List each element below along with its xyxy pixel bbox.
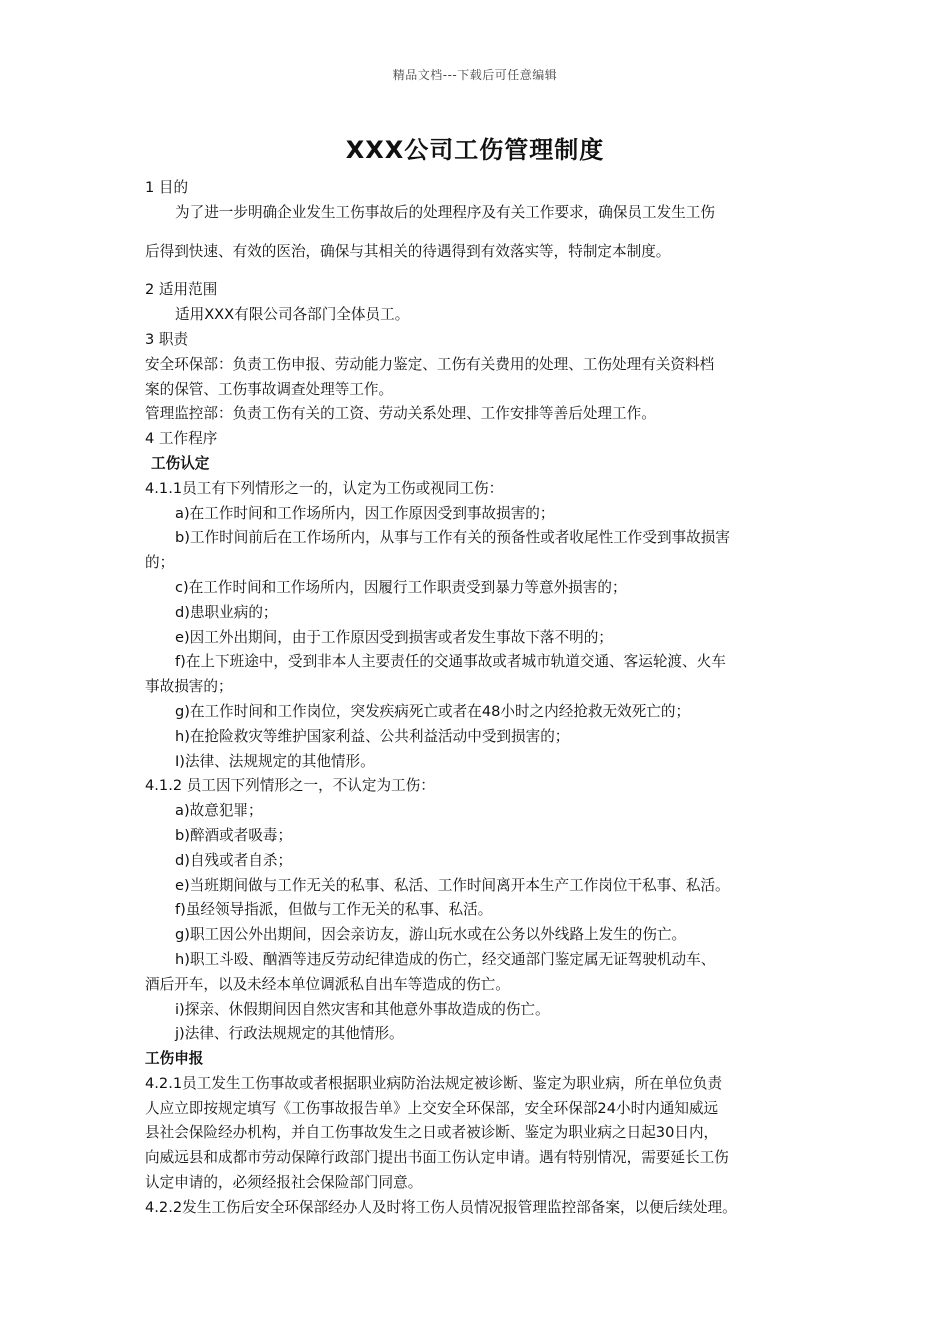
section-1-title: 1 目的 xyxy=(145,179,189,196)
list-item: a)在工作时间和工作场所内，因工作原因受到事故损害的； xyxy=(175,504,555,522)
list-item-continued: 的； xyxy=(145,554,175,572)
list-item: h)在抢险救灾等维护国家利益、公共利益活动中受到损害的； xyxy=(175,727,570,745)
clause-4-1-2: 4.1.2 员工因下列情形之一，不认定为工伤： xyxy=(145,777,435,795)
list-item: d)自残或者自杀； xyxy=(175,851,293,869)
section-3-line-1: 安全环保部：负责工伤申报、劳动能力鉴定、工伤有关费用的处理、工伤处理有关资料档 xyxy=(145,355,715,373)
list-item: i)探亲、休假期间因自然灾害和其他意外事故造成的伤亡。 xyxy=(175,1000,550,1018)
clause-4-2-1-line: 4.2.1员工发生工伤事故或者根据职业病防治法规定被诊断、鉴定为职业病，所在单位负责 xyxy=(145,1074,723,1092)
list-item: g)职工因公外出期间，因会亲访友，游山玩水或在公务以外线路上发生的伤亡。 xyxy=(175,926,687,944)
section-4-title: 4 工作程序 xyxy=(145,430,218,448)
page-header: 精品文档---下载后可任意编辑 xyxy=(392,68,558,82)
subsection-injury-report: 工伤申报 xyxy=(145,1050,204,1068)
section-1-line-2: 后得到快速、有效的医治，确保与其相关的待遇得到有效落实等，特制定本制度。 xyxy=(145,242,671,260)
section-3-title: 3 职责 xyxy=(145,330,189,348)
list-item: b)工作时间前后在工作场所内，从事与工作有关的预备性或者收尾性工作受到事故损害 xyxy=(175,529,730,547)
list-item: f)在上下班途中，受到非本人主要责任的交通事故或者城市轨道交通、客运轮渡、火车 xyxy=(175,653,726,671)
subsection-injury-recognition: 工伤认定 xyxy=(151,454,210,472)
clause-4-2-2: 4.2.2发生工伤后安全环保部经办人及时将工伤人员情况报管理监控部备案，以便后续处理。 xyxy=(145,1198,737,1216)
list-item: e)当班期间做与工作无关的私事、私活、工作时间离开本生产工作岗位干私事、私活。 xyxy=(175,876,730,894)
list-item: h)职工斗殴、酗酒等违反劳动纪律造成的伤亡，经交通部门鉴定属无证驾驶机动车、 xyxy=(175,950,716,968)
clause-4-1-1: 4.1.1员工有下列情形之一的，认定为工伤或视同工伤： xyxy=(145,479,504,497)
section-1-line-1: 为了进一步明确企业发生工伤事故后的处理程序及有关工作要求，确保员工发生工伤 xyxy=(175,203,715,221)
section-2-body: 适用XXX有限公司各部门全体员工。 xyxy=(175,306,410,324)
list-item: g)在工作时间和工作岗位，突发疾病死亡或者在48小时之内经抢救无效死亡的； xyxy=(175,702,691,720)
document-body xyxy=(145,176,810,1221)
document-title: XXX公司工伤管理制度 xyxy=(345,136,605,164)
list-item-continued: 酒后开车，以及未经本单位调派私自出车等造成的伤亡。 xyxy=(145,975,510,993)
list-item: a)故意犯罪； xyxy=(175,802,263,820)
list-item: e)因工外出期间，由于工作原因受到损害或者发生事故下落不明的； xyxy=(175,628,613,646)
clause-4-2-1-line: 人应立即按规定填写《工伤事故报告单》上交安全环保部，安全环保部24小时内通知威远 xyxy=(145,1099,719,1117)
clause-4-2-1-line: 县社会保险经办机构，并自工伤事故发生之日或者被诊断、鉴定为职业病之日起30日内， xyxy=(145,1124,719,1142)
section-2-title: 2 适用范围 xyxy=(145,281,218,299)
list-item: f)虽经领导指派，但做与工作无关的私事、私活。 xyxy=(175,901,493,919)
list-item-continued: 事故损害的； xyxy=(145,678,233,696)
clause-4-2-1-line: 向威远县和成都市劳动保障行政部门提出书面工伤认定申请。遇有特别情况，需要延长工伤 xyxy=(145,1149,729,1167)
list-item: d)患职业病的； xyxy=(175,603,278,621)
list-item: b)醉酒或者吸毒； xyxy=(175,826,293,844)
list-item: j)法律、行政法规规定的其他情形。 xyxy=(175,1025,404,1043)
list-item: c)在工作时间和工作场所内，因履行工作职责受到暴力等意外损害的； xyxy=(175,578,627,596)
section-3-line-2: 案的保管、工伤事故调查处理等工作。 xyxy=(145,380,394,398)
section-3-line-3: 管理监控部：负责工伤有关的工资、劳动关系处理、工作安排等善后处理工作。 xyxy=(145,405,656,423)
clause-4-2-1-line: 认定申请的，必须经报社会保险部门同意。 xyxy=(145,1174,423,1192)
list-item: I)法律、法规规定的其他情形。 xyxy=(175,752,375,770)
